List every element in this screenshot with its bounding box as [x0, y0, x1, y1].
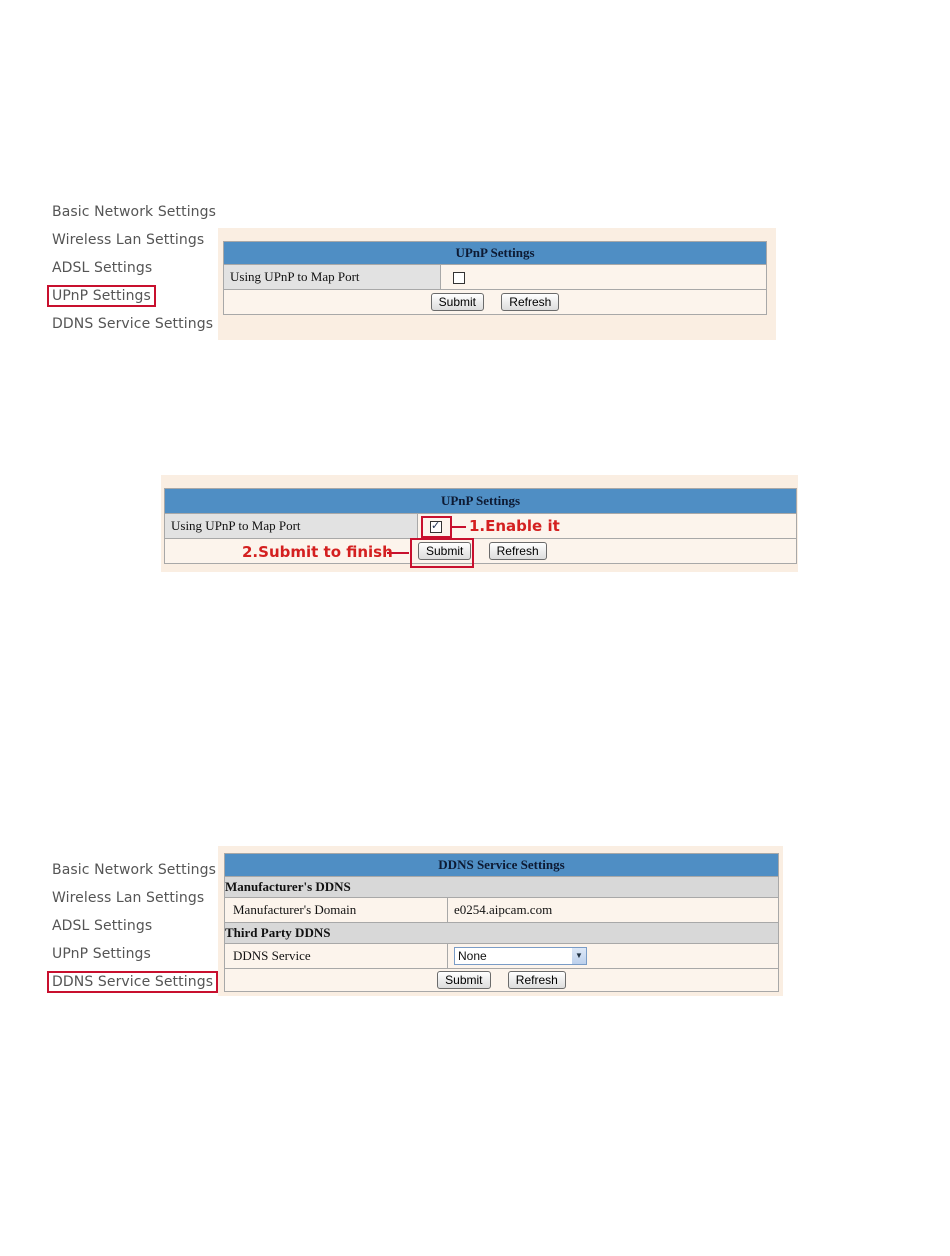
chevron-down-icon[interactable]: ▼ — [572, 948, 586, 964]
annotated-refresh-button[interactable]: Refresh — [489, 542, 547, 560]
enable-pointer-line — [450, 526, 466, 528]
submit-button[interactable]: Submit — [431, 293, 484, 311]
ddns-service-label: DDNS Service — [225, 944, 448, 969]
upnp-title: UPnP Settings — [224, 242, 767, 265]
ddns-section-manufacturer: Manufacturer's DDNS — [225, 877, 779, 898]
ddns-table — [224, 853, 779, 992]
upnp-panel — [218, 228, 776, 340]
upnp-table — [223, 241, 767, 315]
nav-item-adsl[interactable]: ADSL Settings — [52, 918, 153, 934]
nav-item-basic-network[interactable]: Basic Network Settings — [52, 204, 217, 220]
ddns-panel — [218, 846, 783, 996]
ddns-submit-button[interactable]: Submit — [437, 971, 490, 989]
domain-value: e0254.aipcam.com — [448, 898, 779, 923]
nav-item-basic-network[interactable]: Basic Network Settings — [52, 862, 217, 878]
settings-nav-1 — [52, 204, 216, 344]
checkbox-highlight-box — [421, 516, 452, 538]
nav-item-upnp[interactable]: UPnP Settings — [52, 946, 151, 962]
ddns-service-value: None — [458, 949, 487, 963]
nav-item-ddns[interactable]: DDNS Service Settings — [52, 974, 214, 990]
ddns-service-select[interactable] — [454, 947, 587, 965]
refresh-button[interactable]: Refresh — [501, 293, 559, 311]
domain-label: Manufacturer's Domain — [225, 898, 448, 923]
settings-nav-2 — [52, 862, 216, 1002]
nav-item-upnp[interactable]: UPnP Settings — [52, 288, 151, 304]
nav-item-wireless-lan[interactable]: Wireless Lan Settings — [52, 232, 205, 248]
submit-highlight-box — [410, 538, 474, 568]
upnp-row-label: Using UPnP to Map Port — [224, 265, 441, 290]
upnp-annotated-row-label: Using UPnP to Map Port — [165, 514, 418, 539]
annotation-submit: 2.Submit to finish — [242, 543, 393, 561]
ddns-section-third-party: Third Party DDNS — [225, 923, 779, 944]
nav-item-ddns[interactable]: DDNS Service Settings — [52, 316, 214, 332]
ddns-title: DDNS Service Settings — [225, 854, 779, 877]
upnp-checkbox[interactable] — [453, 272, 465, 284]
nav-item-adsl[interactable]: ADSL Settings — [52, 260, 153, 276]
annotated-submit-button[interactable]: Submit — [418, 542, 471, 560]
ddns-refresh-button[interactable]: Refresh — [508, 971, 566, 989]
annotation-enable: 1.Enable it — [469, 517, 560, 535]
upnp-annotated-title: UPnP Settings — [165, 489, 797, 514]
nav-item-wireless-lan[interactable]: Wireless Lan Settings — [52, 890, 205, 906]
